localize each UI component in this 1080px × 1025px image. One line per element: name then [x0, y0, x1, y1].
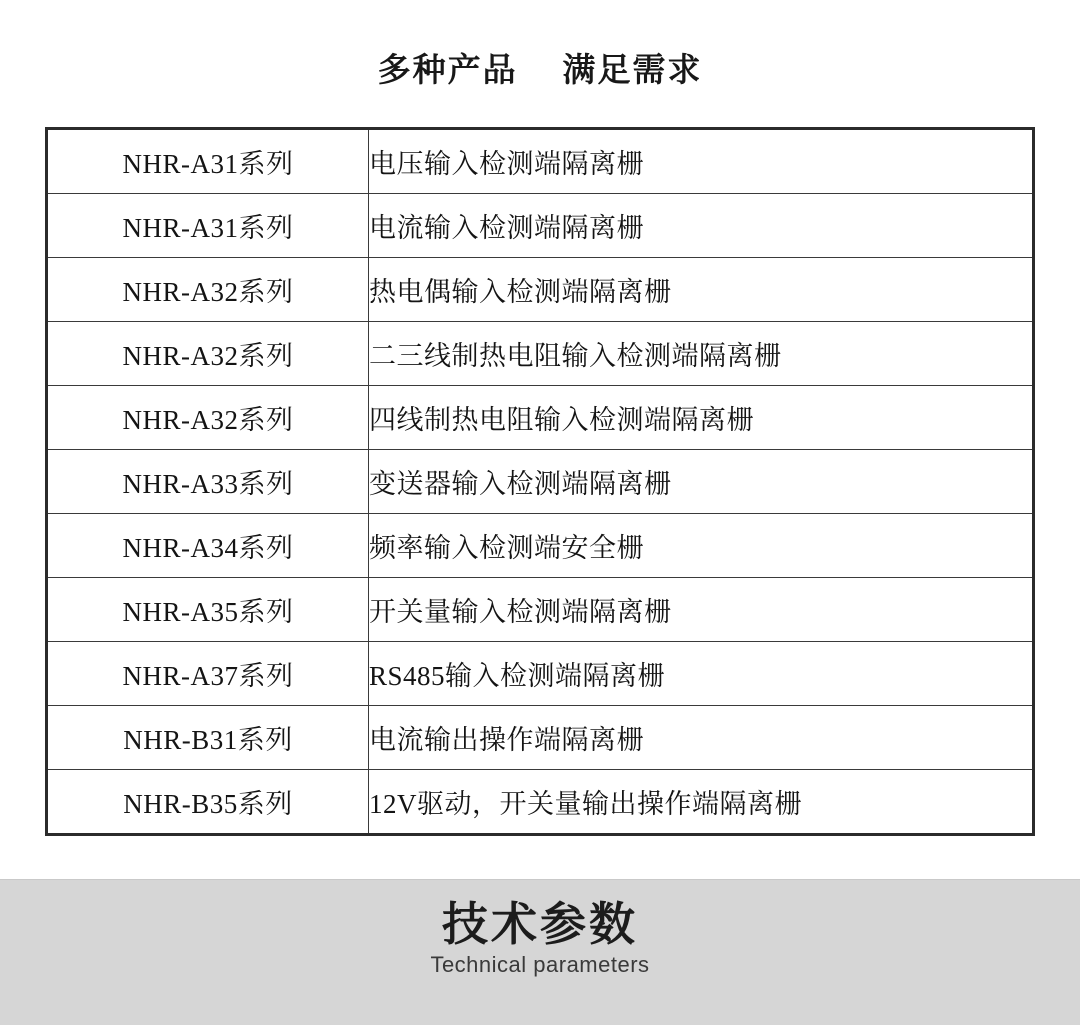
product-model-cell: NHR-A37系列	[47, 642, 369, 706]
product-model-cell: NHR-A35系列	[47, 578, 369, 642]
product-model-cell: NHR-B31系列	[47, 706, 369, 770]
product-desc-cell: 开关量输入检测端隔离栅	[369, 578, 1034, 642]
product-model-cell: NHR-A32系列	[47, 258, 369, 322]
table-row	[47, 258, 1034, 322]
page-title: 多种产品 满足需求	[377, 51, 703, 88]
product-model-cell: NHR-A31系列	[47, 129, 369, 194]
product-model-cell: NHR-A34系列	[47, 514, 369, 578]
product-model-cell: NHR-B35系列	[47, 770, 369, 835]
table-row	[47, 514, 1034, 578]
product-model-cell: NHR-A31系列	[47, 194, 369, 258]
table-row	[47, 770, 1034, 835]
product-model-cell: NHR-A32系列	[47, 386, 369, 450]
product-desc-cell: 电压输入检测端隔离栅	[369, 129, 1034, 194]
product-desc-cell: 12V驱动，开关量输出操作端隔离栅	[369, 770, 1034, 835]
section-banner	[0, 879, 1080, 1025]
product-desc-cell: RS485输入检测端隔离栅	[369, 642, 1034, 706]
product-table-wrapper	[45, 127, 1035, 836]
section-banner-inner	[0, 880, 1080, 978]
section-banner-title: 技术参数	[442, 898, 638, 950]
table-row	[47, 578, 1034, 642]
table-row	[47, 322, 1034, 386]
section-banner-subtitle: Technical parameters	[430, 952, 650, 978]
product-desc-cell: 变送器输入检测端隔离栅	[369, 450, 1034, 514]
product-desc-cell: 电流输出操作端隔离栅	[369, 706, 1034, 770]
product-table-body	[47, 129, 1034, 835]
product-model-cell: NHR-A33系列	[47, 450, 369, 514]
table-row	[47, 129, 1034, 194]
table-row	[47, 706, 1034, 770]
product-desc-cell: 四线制热电阻输入检测端隔离栅	[369, 386, 1034, 450]
product-table	[45, 127, 1035, 836]
table-row	[47, 194, 1034, 258]
table-row	[47, 386, 1034, 450]
product-desc-cell: 热电偶输入检测端隔离栅	[369, 258, 1034, 322]
table-row	[47, 642, 1034, 706]
table-row	[47, 450, 1034, 514]
product-desc-cell: 二三线制热电阻输入检测端隔离栅	[369, 322, 1034, 386]
product-desc-cell: 电流输入检测端隔离栅	[369, 194, 1034, 258]
product-desc-cell: 频率输入检测端安全栅	[369, 514, 1034, 578]
product-model-cell: NHR-A32系列	[47, 322, 369, 386]
